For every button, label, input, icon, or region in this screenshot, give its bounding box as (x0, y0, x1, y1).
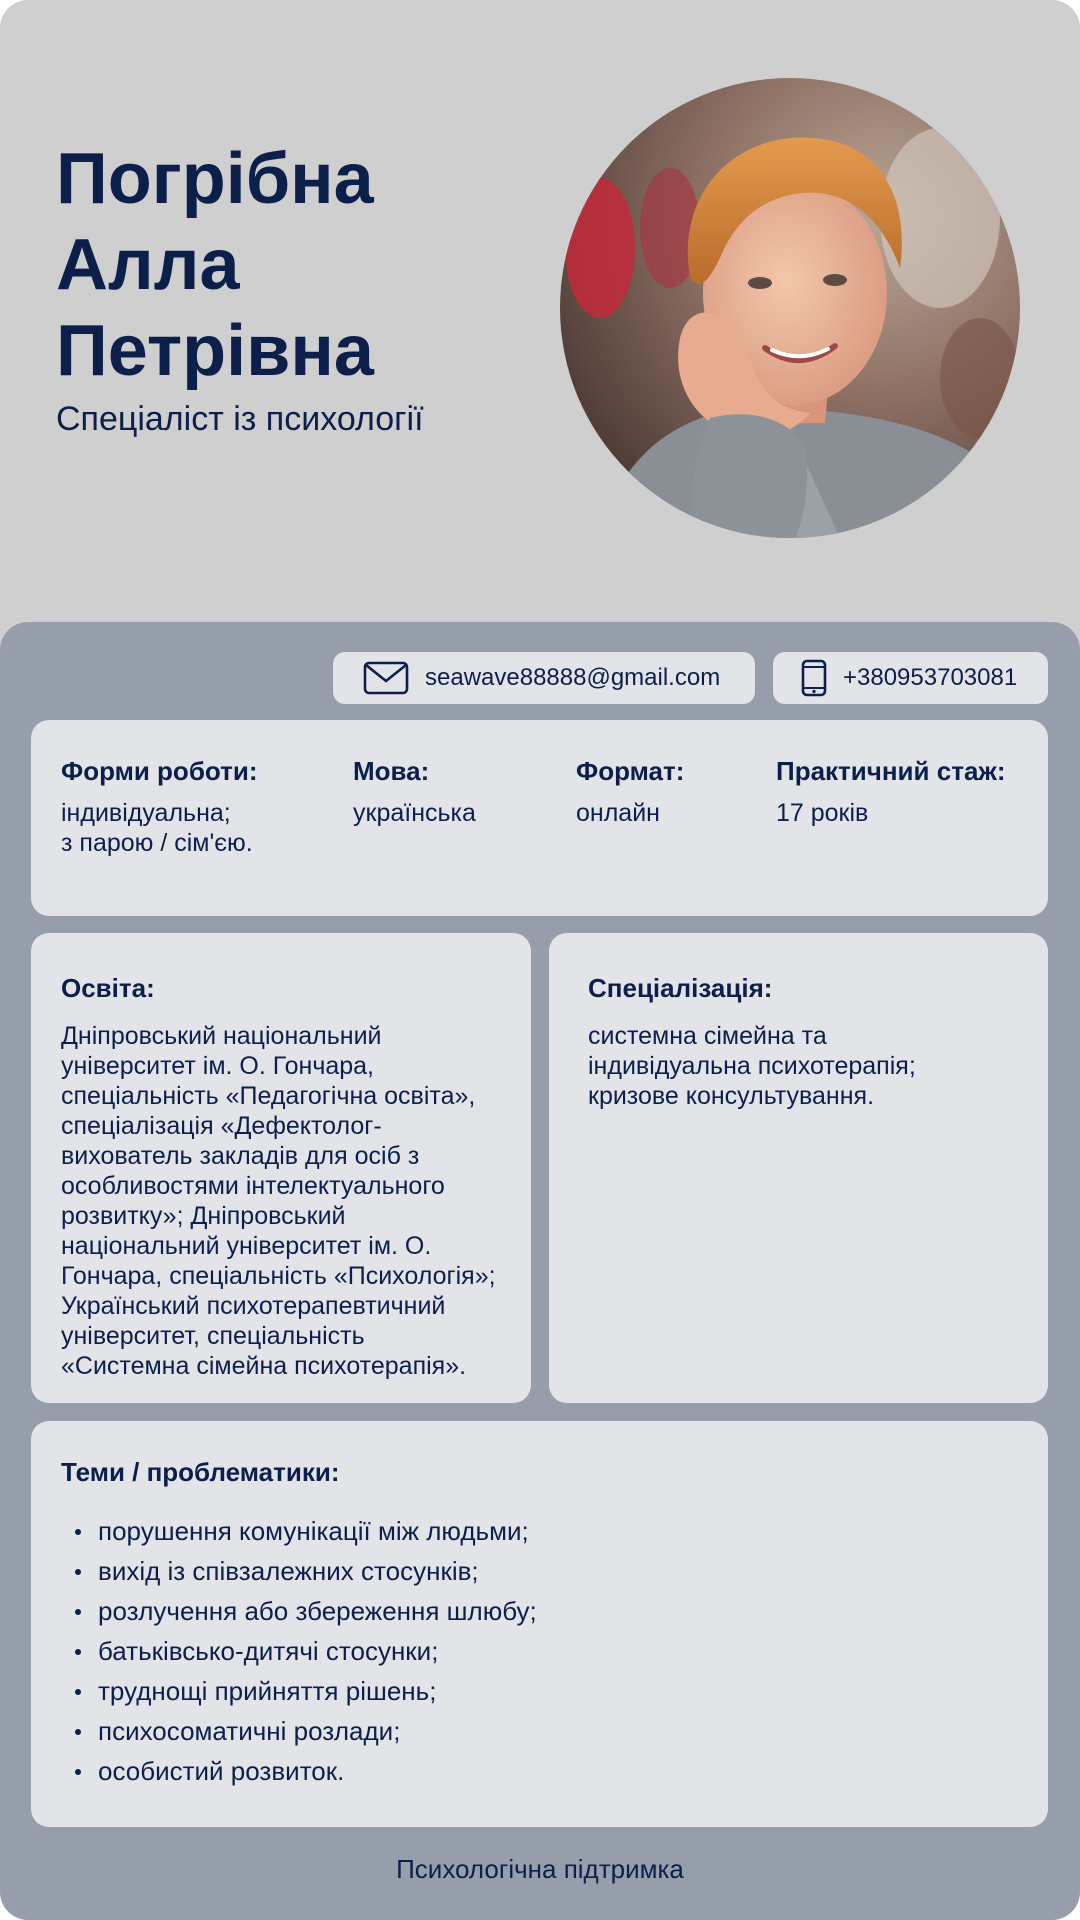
phone-text: +380953703081 (843, 664, 1018, 691)
education-card (31, 933, 531, 1403)
details-panel (0, 622, 1080, 1920)
name-line-2: Алла (56, 225, 240, 305)
work-forms-line-1: індивідуальна; (61, 799, 231, 827)
experience-value: 17 років (776, 799, 869, 827)
topics-card (31, 1421, 1048, 1827)
education-label: Освіта: (61, 973, 155, 1003)
education-line: розвитку»; Дніпровський (61, 1202, 346, 1230)
specialization-card (549, 933, 1048, 1403)
phone-chip[interactable] (773, 652, 1048, 704)
specialization-line: кризове консультування. (588, 1082, 875, 1110)
experience (776, 754, 1006, 828)
topic-item: психосоматичні розлади; (61, 1711, 537, 1751)
topic-item: вихід із співзалежних стосунків; (61, 1551, 537, 1591)
language (353, 754, 476, 828)
work-forms-value (61, 798, 258, 858)
topics-list (61, 1511, 537, 1791)
name-line-1: Погрібна (56, 139, 374, 219)
education-text (61, 1021, 521, 1381)
topic-item: батьківсько-дитячі стосунки; (61, 1631, 537, 1671)
education-line: вихователь закладів для осіб з (61, 1142, 420, 1170)
work-forms-line-2: з парою / сім'єю. (61, 829, 253, 857)
phone-icon (801, 659, 827, 697)
specialization-label: Спеціалізація: (588, 973, 773, 1003)
education-line: «Системна сімейна психотерапія». (61, 1352, 467, 1380)
format-value: онлайн (576, 799, 660, 827)
work-forms (61, 754, 258, 858)
email-chip[interactable] (333, 652, 755, 704)
education-line: Український психотерапевтичний (61, 1292, 446, 1320)
specialization-line: системна сімейна та (588, 1022, 827, 1050)
name-line-3: Петрівна (56, 311, 374, 391)
topics-label: Теми / проблематики: (61, 1457, 340, 1487)
topic-item: особистий розвиток. (61, 1751, 537, 1791)
role-title: Спеціаліст із психології (56, 400, 424, 438)
format-label: Формат: (576, 756, 685, 786)
work-forms-label: Форми роботи: (61, 756, 258, 786)
education-line: особливостями інтелектуального (61, 1172, 445, 1200)
education-line: Дніпровський національний (61, 1022, 382, 1050)
email-text: seawave88888@gmail.com (425, 664, 721, 691)
topic-item: порушення комунікації між людьми; (61, 1511, 537, 1551)
person-name (56, 136, 374, 394)
language-label: Мова: (353, 756, 430, 786)
education-line: національний університет ім. О. (61, 1232, 432, 1260)
work-info-card (31, 720, 1048, 916)
topic-item: труднощі прийняття рішень; (61, 1671, 537, 1711)
education-line: університет ім. О. Гончара, (61, 1052, 375, 1080)
topic-item: розлучення або збереження шлюбу; (61, 1591, 537, 1631)
specialization-text (588, 1021, 1008, 1111)
education-line: спеціалізація «Дефектолог- (61, 1112, 382, 1140)
specialization-line: індивідуальна психотерапія; (588, 1052, 916, 1080)
education-line: спеціальність «Педагогічна освіта», (61, 1082, 476, 1110)
education-line: університет, спеціальність (61, 1322, 365, 1350)
experience-label: Практичний стаж: (776, 756, 1006, 786)
footer-caption: Психологічна підтримка (396, 1854, 684, 1884)
format (576, 754, 684, 828)
avatar (560, 78, 1020, 538)
language-value: українська (353, 799, 476, 827)
education-line: Гончара, спеціальність «Психологія»; (61, 1262, 496, 1290)
envelope-icon (363, 661, 409, 695)
